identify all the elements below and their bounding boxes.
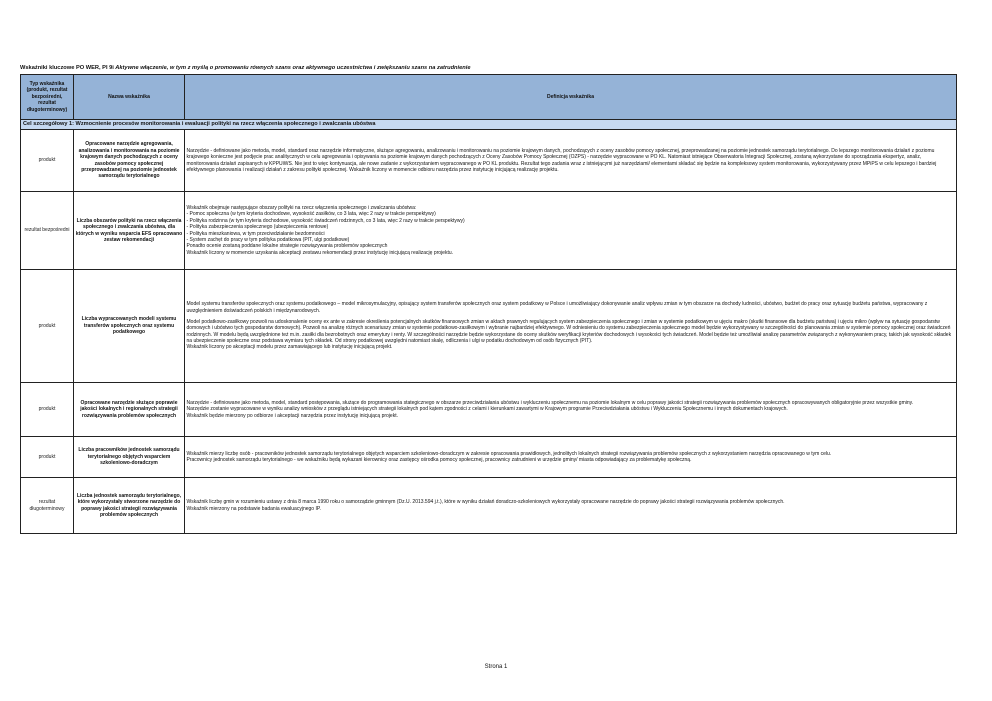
table-row	[21, 130, 957, 192]
indicator-definition	[185, 270, 957, 383]
indicators-table	[20, 74, 957, 534]
indicator-name: Liczba wypracowanych modeli systemu transferów społecznych oraz systemu podatkowego	[74, 270, 185, 383]
indicator-type: produkt	[21, 270, 74, 383]
indicator-definition	[185, 383, 957, 437]
indicator-name: Opracowane narzędzie agregowania, analizowania i monitorowania na poziomie krajowym danych pochodzących z oceny zasobów pomocy społecznej przeprowadzanej na poziomie jednostek samorządu terytorialnego	[74, 130, 185, 192]
definition-paragraph: Narzędzie - definiowane jako metoda, model, standard postępowania, służące do programowania stategicznego w obszarze przeciwdziałania ubóstwu i wykluczeniu społecznemu na poziomie lokalnym w celu poprawy jakości strategii rozwiązywania problemów społecznych opracowywanych obligatoryjnie przez wszystkie gminy. Narzędzie zostanie wypracowane w wyniku analizy wniosków z przeglądu istniejących strategii lokalnych pod kątem zgodności z celami i kierunkami zawartymi w Krajowym programie Przeciwdziałania ubóstwu i Wykluczeniu Społecznemu i innych dokumentach krajowych. Wskaźnik będzie mierzony po odbiorze i akceptacji narzędzia przez instytucję inicjującą projekt.	[186, 399, 914, 419]
goal-row	[21, 120, 957, 130]
indicator-definition	[185, 130, 957, 192]
indicator-definition	[185, 478, 957, 534]
indicator-name: Liczba pracowników jednostek samorządu terytorialnego objętych wsparciem szkoleniowo-doradczym	[74, 437, 185, 478]
table-header-row	[21, 75, 957, 120]
indicator-name: Opracowane narzędzie służące poprawie jakości lokalnych i regionalnych strategii rozwiązywania problemów społecznych	[74, 383, 185, 437]
definition-paragraph: Wskaźnik obejmuje następujące obszary polityki na rzecz włączenia społecznego i zwalczania ubóstwa: - Pomoc społeczna (w tym kryteria dochodowe, wysokość zasiłków, co 3 lata, więc 2 razy w trakcie perspektywy) - Polityka rodzinna (w tym kryteria dochodowe, wysokość świadczeń rodzinnych, co 3 lata, więc 2 razy w trakcie perspektywy) - Polityka zabezpieczenia społecznego (ubezpieczenia rentowe) - Polityka mieszkaniowa, w tym przeciwdziałanie bezdomności - System zachęt do pracy w tym polityka podatkowa (PIT, ulgi podatkowe) Ponadto ocenie zostaną poddane lokalne strategie rozwiązywania problemów społecznych Wskaźnik liczony w momencie uzyskania akceptacji zestawu rekomendacji przez instytucję inicjującą realizację projektu.	[186, 205, 465, 256]
indicator-name: Liczba jednostek samorządu terytorialnego, które wykorzystały stworzone narzędzie do poprawy jakości strategii rozwiązywania problemów społecznych	[74, 478, 185, 534]
table-row	[21, 383, 957, 437]
document-title	[20, 65, 960, 71]
indicator-type: rezultat długoterminowy	[21, 478, 74, 534]
document-title-rest: Aktywne włączenie, w tym z myślą o promowaniu równych szans oraz aktywnego uczestnictwa i zwiększaniu szans na zatrudnienie	[113, 65, 471, 71]
goal-text: Cel szczegółowy 1: Wzmocnienie procesów monitorowania i ewaluacji polityki na rzecz włączenia społecznego i zwalczania ubóstwa	[21, 120, 957, 130]
document-title-prefix: Wskaźniki kluczowe PO WER, PI 9i	[20, 65, 114, 71]
table-row	[21, 478, 957, 534]
table-row	[21, 437, 957, 478]
indicator-type: produkt	[21, 130, 74, 192]
header-type: Typ wskaźnika (produkt, rezultat bezpośredni, rezultat długoterminowy)	[21, 75, 74, 120]
indicator-definition	[185, 437, 957, 478]
table-row	[21, 192, 957, 270]
indicator-type: produkt	[21, 383, 74, 437]
page-footer: Strona 1	[484, 664, 508, 670]
header-name: Nazwa wskaźnika	[74, 75, 185, 120]
indicator-name: Liczba obszarów polityki na rzecz włączenia społecznego i zwalczania ubóstwa, dla których w wyniku wsparcia EFS opracowano zestaw rekomendacji	[74, 192, 185, 270]
definition-paragraph: Model podatkowo-zasiłkowy pozwoli na udoskonalenie oceny ex ante w zakresie określenia potencjalnych skutków finansowych zmian w aktach prawnych regulujących system zabezpieczenia społecznego i zmian w systemie podatkowym w ujęciu makro (skutki finansowe dla budżetu państwa) i ujęciu mikro (wpływ na sytuację gospodarstw domowych i ubóstwo tych gospodarstw domowych). Pozwoli na analizę różnych scenariuszy zmian w systemie podatkowo-zasiłkowym i wybranie najbardziej efektywnego. W odniesieniu do systemu zabezpieczenia społecznego model będzie wykorzystywany w szczególności do planowania zmian w systemie pomocy społecznej oraz świadczeń rodzinnych. W modelu będą uwzględnione też m.in. zasiłki dla bezrobotnych oraz emerytury i renty. W szczególności narzędzie będzie wykorzystane do oceny skutków weryfikacji kryteriów dochodowych i wysokości tych świadczeń. Model będzie też umożliwiał analizę parametrów związanych z wykonywaniem pracy, takich jak wysokość składek na ubezpieczenie społeczne oraz podstawa wymiaru tych składek. Od strony podatkowej uwzględni natomiast skalę, odliczenia i ulgi w podatku dochodowym od osób fizycznych (PIT). Wskaźnik liczony po akceptacji modelu przez zamawiającego lub instytucję inicjującą projekt.	[186, 318, 952, 351]
indicator-type: produkt	[21, 437, 74, 478]
indicator-type: rezultat bezpośredni	[21, 192, 74, 270]
definition-paragraph: Model systemu transferów społecznych oraz systemu podatkowego – model mikrosymulacyjny, opisujący system transferów społecznych oraz system podatkowy w Polsce i umożliwiający dokonywanie analiz wpływu zmian w tym obszarze na dochody ludności, ubóstwo, budżet do pracy oraz sytuację budżetu państwa, wypracowany z uwzględnieniem doświadczeń polskich i międzynarodowych.	[186, 301, 928, 314]
definition-paragraph: Wskaźnik mierzy liczbę osób - pracowników jednostek samorządu terytorialnego objętych wsparciem szkoleniowo-doradczym w zakresie opracowania prawidłowych, jednolitych lokalnych strategii rozwiązywania problemów społecznych z wykorzystaniem narzędzia opracowanego w tym celu. Pracownicy jednostek samorządu terytorialnego - we wskaźniku będą wykazani kierownicy oraz zastępcy ośrodka pomocy społecznej, pracownicy zatrudnieni w urzędzie gminy/ miasta odpowiadający za problematykę społeczną.	[186, 450, 832, 463]
table-row	[21, 270, 957, 383]
header-definition: Definicja wskaźnika	[185, 75, 957, 120]
definition-paragraph: Wskaźnik liczbę gmin w rozumieniu ustawy z dnia 8 marca 1990 roku o samorządzie gminnym (Dz.U. 2013.594 j.t.), które w wyniku działań doradczo-szkoleniowych wykorzystały opracowane narzędzie do poprawy jakości strategii rozwiązywania problemów społecznych. Wskaźnik mierzony na podstawie badania ewaluacyjnego IP.	[186, 499, 785, 512]
indicator-definition	[185, 192, 957, 270]
definition-paragraph: Narzędzie - definiowane jako metoda, model, standard oraz narzędzie informatyczne, służące agregowaniu, analizowaniu i monitorowaniu na poziomie krajowym danych, pochodzących z oceny zasobów pomocy społecznej, przeprowadzanej na poziomie jednostek samorządu terytorialnego. Do lepszego monitorowania działań z poziomu krajowego konieczne jest podjęcie prac analitycznych w celu agregowania i opisywania na poziomie krajowym danych pochodzących z Oceny Zasobów Pomocy Społecznej (OZPS) - narzędzie wypracowane w PO KL. Natomiast istniejące Obserwatoria Integracji Społecznej, zostaną wykorzystane do sporządzania ekspertyz, analiz, monitorowania działań zapisanych w KPPUiWS. Nie jest to więc kontynuacja, ale nowe zadanie z wykorzystaniem wypracowanego w PO KL produktu. Rezultat tego zadania wraz z istniejącymi już narzędziami/ elementami składać się będzie na kompleksowy system monitorowania, wykorzystywany przez MPiPS w celu lepszego i bardziej efektywnego planowania i realizacji działań z zakresu polityki społecznej. Wskaźnik liczony w momencie odbioru narzędzia przez instytucję inicjującą realizację projektu.	[186, 147, 937, 173]
